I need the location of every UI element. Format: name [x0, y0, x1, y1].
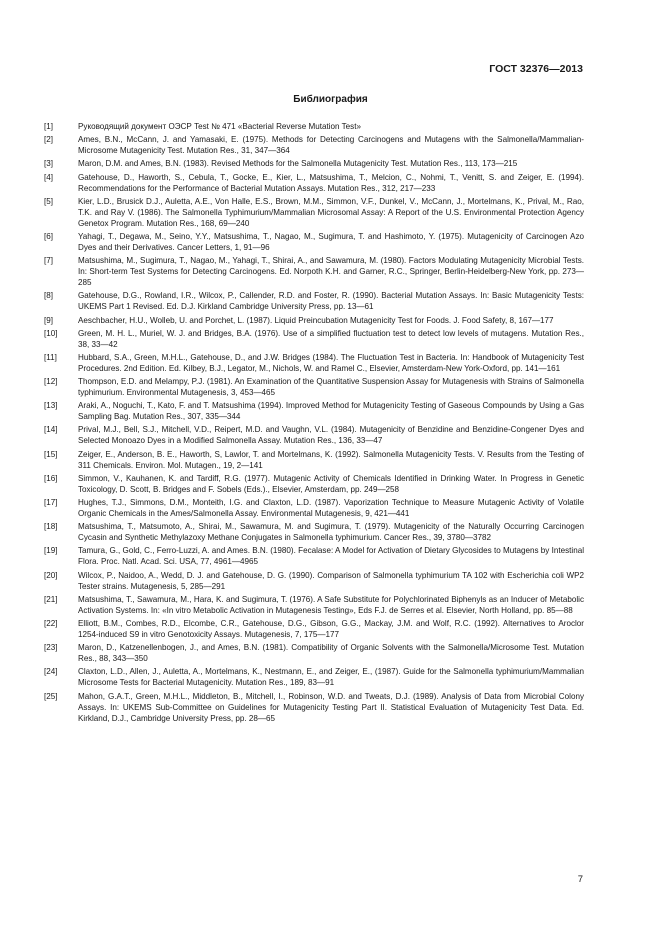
reference-item: [44, 376, 584, 398]
reference-text: Claxton, L.D., Allen, J., Auletta, A., Mortelmans, K., Nestmann, E., and Zeiger, E., (1987). Guide for the Salmonella typhimurium/Mammalian Microsome Tests for Bacterial Mutagenicity. Mutation Res., 189, 83—91: [78, 667, 584, 688]
reference-number: [20]: [44, 570, 58, 580]
reference-number: [9]: [44, 315, 53, 325]
reference-item: [44, 521, 584, 543]
reference-item: [44, 570, 584, 592]
reference-text: Ames, B.N., McCann, J. and Yamasaki, E. (1975). Methods for Detecting Carcinogens and Mutagens with the Salmonella/Mammalian-Microsome Mutagenicity Test. Mutation Res., 31, 347—364: [78, 135, 584, 156]
reference-text: Zeiger, E., Anderson, B. E., Haworth, S, Lawlor, T. and Mortelmans, K. (1992). Salmonella Mutagenicity Tests. V. Results from the Testing of 311 Chemicals. Environ. Mol. Mutagen., 19, 2—141: [78, 449, 584, 470]
reference-item: [44, 424, 584, 446]
reference-number: [23]: [44, 643, 58, 653]
reference-item: [44, 196, 584, 229]
reference-number: [6]: [44, 231, 53, 241]
reference-item: [44, 400, 584, 422]
reference-text: Prival, M.J., Bell, S.J., Mitchell, V.D., Reipert, M.D. and Vaughn, V.L. (1984). Mutagenicity of Benzidine and Benzidine-Congener Dyes and Selected Monoazo Dyes in a Modified Salmonella Assay. Mutation Res., 136, 33—47: [78, 425, 584, 446]
reference-item: [44, 691, 584, 724]
reference-number: [24]: [44, 667, 58, 677]
reference-text: Hughes, T.J., Simmons, D.M., Monteith, I.G. and Claxton, L.D. (1987). Vaporization Technique to Measure Mutagenic Activity of Volatile Organic Chemicals in the Ames/Salmonella Assay. Environmental Mutagenesis, 9, 421—441: [78, 498, 584, 518]
reference-number: [8]: [44, 291, 53, 301]
reference-item: [44, 666, 584, 688]
reference-item: [44, 255, 584, 288]
reference-text: Thompson, E.D. and Melampy, P.J. (1981). An Examination of the Quantitative Suspension Assay for Mutagenesis with Strains of Salmonella typhimurium. Environmental Mutagenesis, 3, 453—465: [78, 377, 584, 398]
reference-item: [44, 642, 584, 664]
page-title: Библиография: [293, 94, 368, 105]
reference-text: Gatehouse, D., Haworth, S., Cebula, T., Gocke, E., Kier, L., Matsushima, T., Melcion, C., Nohmi, T., Venitt, S. and Zeiger, E. (1994). Recommendations for the Performance of Bacterial Mutation Assays. Mutation Res., 312, 217—233: [78, 172, 584, 193]
reference-item: [44, 545, 584, 567]
reference-number: [19]: [44, 546, 58, 556]
reference-text: Wilcox, P., Naidoo, A., Wedd, D. J. and Gatehouse, D. G. (1990). Comparison of Salmonella typhimurium TA 102 with Escherichia coli WP2 Tester strains. Mutagenesis, 5, 285—291: [78, 570, 584, 591]
reference-number: [18]: [44, 522, 58, 532]
reference-item: [44, 121, 584, 132]
reference-text: Kier, L.D., Brusick D.J., Auletta, A.E., Von Halle, E.S., Brown, M.M., Simmon, V.F., Dunkel, V., McCann, J., Mortelmans, K., Prival, M., Rao, T.K. and Ray V. (1986). The Salmonella Typhimurium/Mammalian Microsomal Assay: A Report of the U.S. Environmental Protection Agency Genetox Program. Mutation Res., 168, 69—240: [78, 196, 584, 228]
document-code: ГОСТ 32376—2013: [489, 63, 583, 75]
reference-number: [7]: [44, 256, 53, 266]
reference-text: Matsushima, T., Matsumoto, A., Shirai, M., Sawamura, M. and Sugimura, T. (1979). Mutagenicity of the Naturally Occurring Carcinogen Cycasin and Synthetic Methylazoxy Methane Conjugates in Salmonella typhimurium. Cancer Res., 39, 3780—3782: [78, 522, 584, 543]
reference-number: [4]: [44, 172, 53, 182]
reference-text: Elliott, B.M., Combes, R.D., Elcombe, C.R., Gatehouse, D.G., Gibson, G.G., Mackay, J.M. and Wolf, R.C. (1992). Alternatives to Aroclor 1254-induced S9 in vitro Genotoxicity Assays. Mutagenesis, 7, 175—177: [78, 618, 584, 639]
reference-item: [44, 618, 584, 640]
reference-item: [44, 231, 584, 253]
reference-number: [25]: [44, 691, 58, 701]
reference-number: [10]: [44, 328, 58, 338]
reference-text: Maron, D.M. and Ames, B.N. (1983). Revised Methods for the Salmonella Mutagenicity Test. Mutation Res., 113, 173—215: [78, 159, 518, 169]
page-number: 7: [577, 874, 583, 885]
reference-item: [44, 328, 584, 350]
reference-item: [44, 158, 584, 169]
reference-text: Matsushima, T., Sawamura, M., Hara, K. and Sugimura, T. (1976). A Safe Substitute for Polychlorinated Biphenyls as an Inducer of Metabolic Activation Systems. In: «In vitro Metabolic Activation in Mutagenesis Testing», Eds F.J. de Serres et al. Elsevier, North Holland, pp. 85—88: [78, 594, 584, 615]
reference-text: Matsushima, M., Sugimura, T., Nagao, M., Yahagi, T., Shirai, A., and Sawamura, M. (1980). Factors Modulating Mutagenicity Microbial Tests. In: Short-term Test Systems for Detecting Carcinogens. Ed. Norpoth K.H. and Garner, R.C., Springer, Berlin-Heidelberg-New York, pp. 273—285: [78, 256, 584, 288]
reference-text: Araki, A., Noguchi, T., Kato, F. and T. Matsushima (1994). Improved Method for Mutagenicity Testing of Gaseous Compounds by Using a Gas Sampling Bag. Mutation Res., 307, 335—344: [78, 401, 584, 422]
reference-item: [44, 594, 584, 616]
reference-text: Aeschbacher, H.U., Wolleb, U. and Porchet, L. (1987). Liquid Preincubation Mutagenicity Test for Foods. J. Food Safety, 8, 167—177: [78, 315, 554, 325]
reference-item: [44, 449, 584, 471]
reference-number: [3]: [44, 159, 53, 169]
reference-item: [44, 134, 584, 156]
reference-number: [2]: [44, 135, 53, 145]
reference-item: [44, 352, 584, 374]
reference-item: [44, 290, 584, 312]
reference-text: Руководящий документ ОЭСР Test № 471 «Bacterial Reverse Mutation Test»: [78, 122, 361, 131]
reference-text: Green, M. H. L., Muriel, W. J. and Bridges, B.A. (1976). Use of a simplified fluctuation test to detect low levels of mutagens. Mutation Res., 38, 33—42: [78, 328, 584, 349]
reference-number: [17]: [44, 498, 58, 507]
reference-item: [44, 315, 584, 326]
reference-item: [44, 473, 584, 495]
reference-number: [13]: [44, 401, 58, 411]
reference-text: Mahon, G.A.T., Green, M.H.L., Middleton, B., Mitchell, I., Robinson, W.D. and Tweats, D.J. (1989). Analysis of Data from Microbial Colony Assays. In: UKEMS Sub-Committee on Guidelines for Mutagenicity Testing Part II. Statistical Evaluation of Mutagenicity Test Data. Ed. Kirkland, D.J., Cambridge University Press, pp. 28—65: [78, 691, 584, 723]
reference-text: Yahagi, T., Degawa, M., Seino, Y.Y., Matsushima, T., Nagao, M., Sugimura, T. and Hashimoto, Y. (1975). Mutagenicity of Carcinogen Azo Dyes and their Derivatives. Cancer Letters, 1, 91—96: [78, 231, 584, 252]
reference-item: [44, 497, 584, 519]
reference-number: [5]: [44, 196, 53, 206]
reference-text: Hubbard, S.A., Green, M.H.L., Gatehouse, D., and J.W. Bridges (1984). The Fluctuation Test in Bacteria. In: Handbook of Mutagenicity Test Procedures. 2nd Edition. Ed. Kilbey, B.J., Legator, M., Nichols, W. and Ramel C., Elsevier, Amsterdam-New York-Oxford, pp. 141—161: [78, 352, 584, 373]
reference-text: Gatehouse, D.G., Rowland, I.R., Wilcox, P., Callender, R.D. and Foster, R. (1990). Bacterial Mutation Assays. In: Basic Mutagenicity Tests: UKEMS Part 1 Revised. Ed. D.J. Kirkland Cambridge University Press, pp. 13—61: [78, 291, 584, 312]
reference-list: [44, 121, 584, 726]
reference-text: Simmon, V., Kauhanen, K. and Tardiff, R.G. (1977). Mutagenic Activity of Chemicals Identified in Drinking Water. In Progress in Genetic Toxicology, D. Scott, B. Bridges and F. Sobels (Eds.)., Elsevier, Amsterdam, pp. 249—258: [78, 473, 584, 494]
reference-number: [22]: [44, 618, 58, 628]
reference-number: [11]: [44, 352, 57, 362]
reference-number: [12]: [44, 377, 58, 387]
reference-item: [44, 172, 584, 194]
reference-number: [1]: [44, 122, 53, 131]
reference-text: Tamura, G., Gold, C., Ferro-Luzzi, A. and Ames. B.N. (1980). Fecalase: A Model for Activation of Dietary Glycosides to Mutagens by Intestinal Flora. Proc. Natl. Acad. Sci. USA, 77, 4961—4965: [78, 546, 584, 567]
reference-number: [21]: [44, 594, 58, 604]
reference-number: [14]: [44, 425, 58, 435]
reference-text: Maron, D., Katzenellenbogen, J., and Ames, B.N. (1981). Compatibility of Organic Solvents with the Salmonella/Microsome Test. Mutation Res., 88, 343—350: [78, 643, 584, 664]
reference-number: [15]: [44, 449, 58, 459]
reference-number: [16]: [44, 473, 58, 483]
